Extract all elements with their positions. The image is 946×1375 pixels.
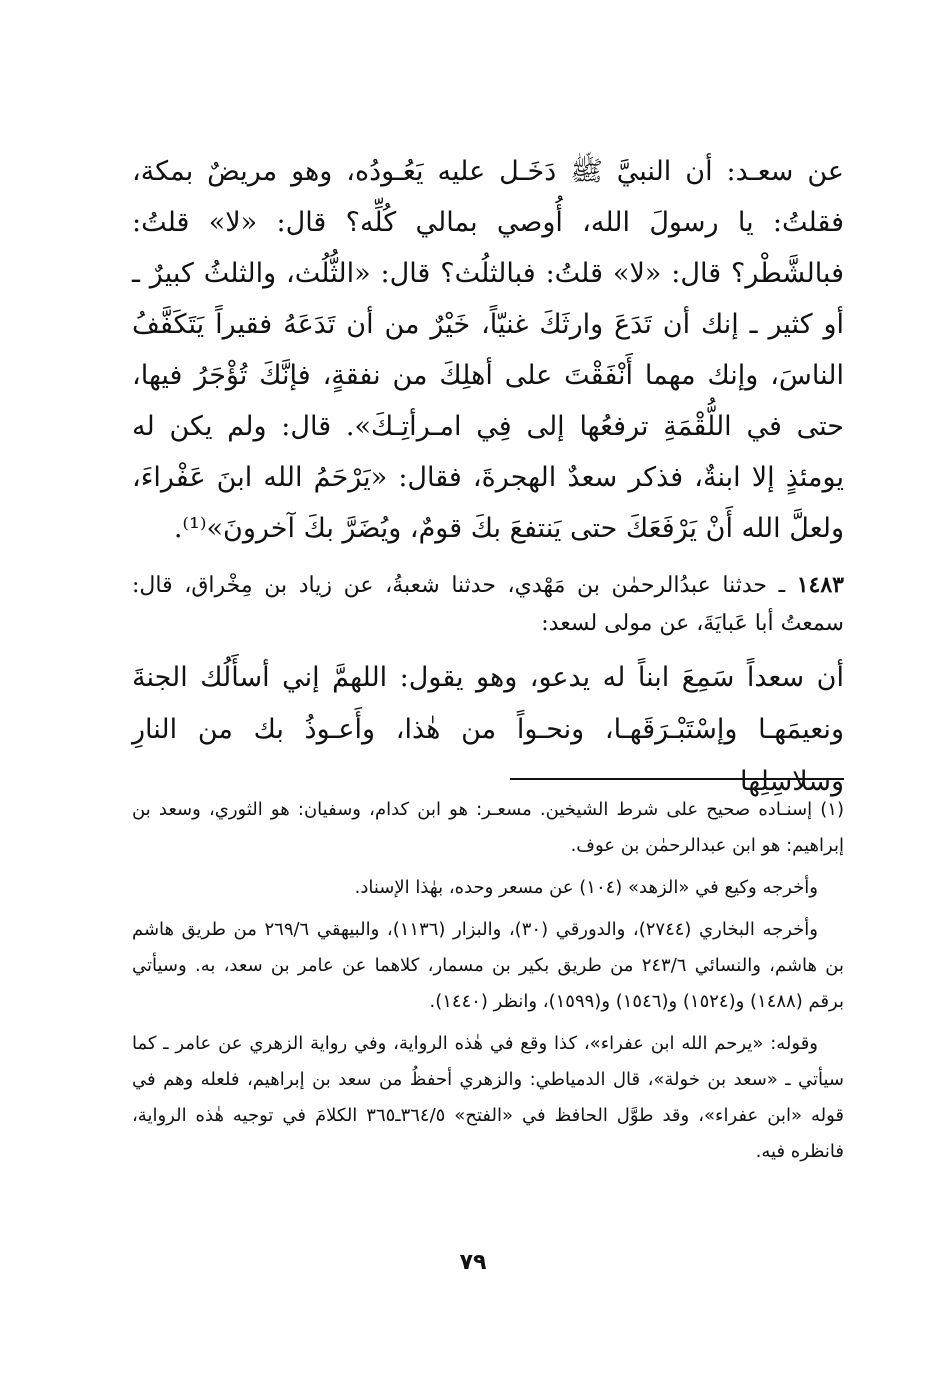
footnote-paragraph-4: وقوله: «يرحم الله ابن عفراء»، كذا وقع في هٰذه الرواية، وفي رواية الزهري عن عامر ـ كما سيأتي ـ «سعد بن خولة»، قال الدمياطي: والزهري أحفظُ من سعد بن إبراهيم، فلعله وهم في قوله «ابن عفراء»، وقد طوَّل الحافظ في «الفتح» ٣٦٤/٥ـ٣٦٥ الكلامَ في توجيه هٰذه الرواية، فانظره فيه. [132,1033,844,1162]
footnote-1: (١) إسنـاده صحيح على شرط الشيخين. مسعـر: هو ابن كدام، وسفيان: هو الثوري، وسعد بن إبراهيم: هو ابن عبدالرحمٰن بن عوف. [132,799,844,856]
hadith-chain-text: ـ حدثنا عبدُالرحمٰن بن مَهْدي، حدثنا شعبةُ، عن زياد بن مِخْراق، قال: سمعتُ أبا عَبايَةَ، عن مولى لسعد: [132,573,844,636]
footnote-paragraph-2: وأخرجه وكيع في «الزهد» (١٠٤) عن مسعر وحده، بهٰذا الإسناد. [354,877,818,898]
footnote-separator [510,778,844,780]
footnote-paragraph-3: وأخرجه البخاري (٢٧٤٤)، والدورقي (٣٠)، والبزار (١١٣٦)، والبيهقي ٢٦٩/٦ من طريق هاشم بن هاشم، والنسائي ٢٤٣/٦ من طريق بكير بن مسمار، كلاهما عن عامر بن سعد، به. وسيأتي برقم (١٤٨٨) و(١٥٢٤) و(١٥٤٦) و(١٥٩٩)، وانظر (١٤٤٠). [132,919,844,1012]
hadith-text-2: أن سعداً سَمِعَ ابناً له يدعو، وهو يقول: اللهمَّ إني أسأَلُك الجنةَ ونعيمَهـا وإسْتَبْـرَقَهـا، ونحـواً من هٰذا، وأَعـوذُ بك من النارِ وسلاسِلِها [132,662,844,797]
footnotes-section [132,792,844,1176]
page-number: ٧٩ [459,1250,487,1275]
hadith-chain-header [132,566,844,643]
hadith-number: ١٤٨٣ [796,572,844,598]
hadith-text-1: عن سعـد: أن النبيَّ ﷺ دَخَـل عليه يَعُـودُه، وهو مريضٌ بمكة، فقلتُ: يا رسولَ الله، أُوصي بمالي كُلِّه؟ قال: «لا» قلتُ: فبالشَّطْر؟ قال: «لا» قلتُ: فبالثلُث؟ قال: «الثُّلُث، والثلثُ كبيرٌ ـ أو كثير ـ إنك أن تَدَعَ وارثَكَ غنيّاً، خَيْرٌ من أن تَدَعَهُ فقيراً يَتَكَفَّفُ الناسَ، وإنك مهما أَنْفَقْتَ على أهلِكَ من نفقةٍ، فإنَّكَ تُؤْجَرُ فيها، حتى في اللُّقْمَةِ ترفعُها إلى فِي امـرأتِـكَ». قال: ولم يكن له يومئذٍ إلا ابنةٌ، فذكر سعدٌ الهجرةَ، فقال: «يَرْحَمُ الله ابنَ عَفْراءَ، ولعلَّ الله أَنْ يَرْفَعَكَ حتى يَنتفعَ بكَ قومٌ، ويُضَرَّ بكَ آخرونَ»⁽¹⁾. [132,156,844,544]
